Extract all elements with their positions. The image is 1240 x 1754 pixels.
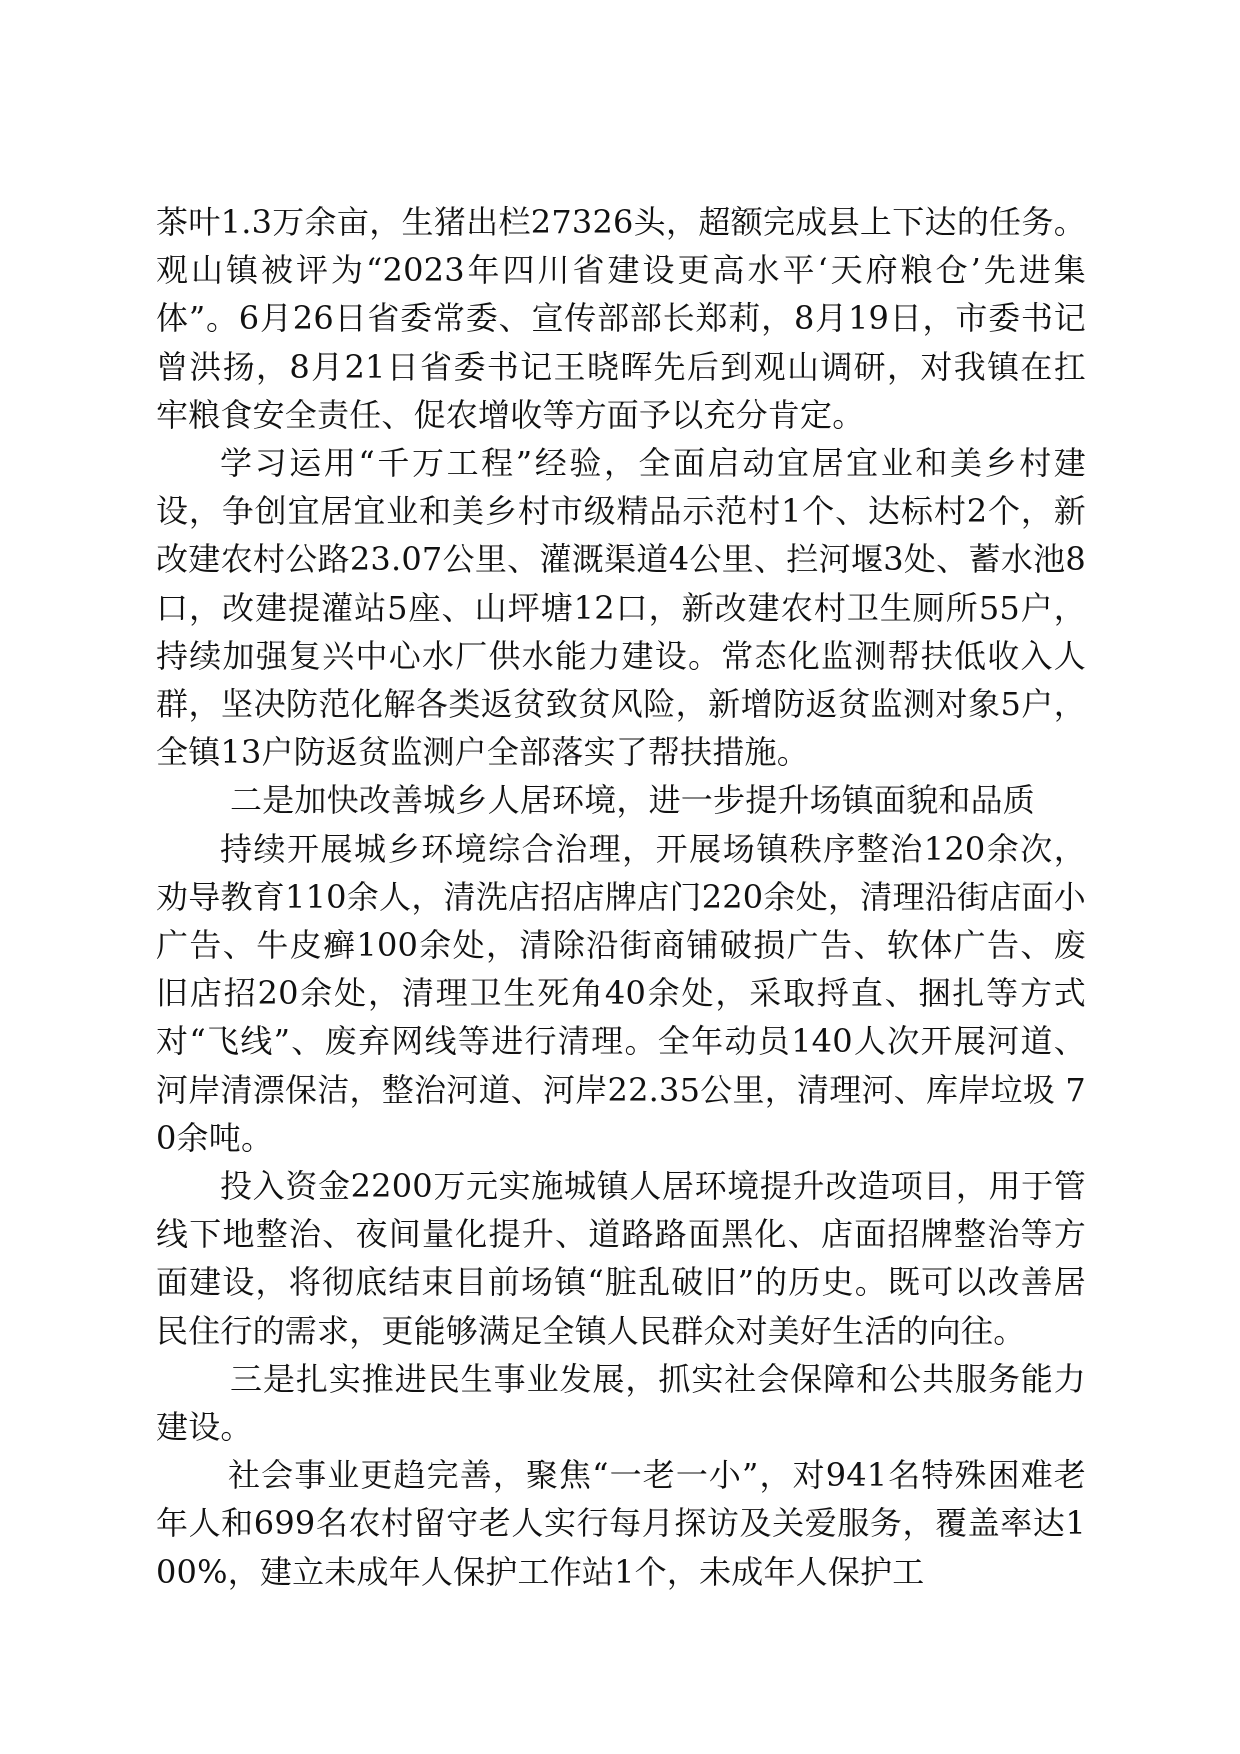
paragraph-5: 社会事业更趋完善，聚焦“一老一小”，对941名特殊困难老年人和699名农村留守老人实行每月探访及关爱服务，覆盖率达100%，建立未成年人保护工作站1个，未成年人保护工 <box>156 1456 1086 1591</box>
document-page <box>156 198 1086 1596</box>
paragraph-3: 持续开展城乡环境综合治理，开展场镇秩序整治120余次，劝导教育110余人，清洗店招店牌店门220余处，清理沿街店面小广告、牛皮癣100余处，清除沿街商铺破损广告、软体广告、废旧店招20余处，清理卫生死角40余处，采取捋直、捆扎等方式对“飞线”、废弃网线等进行清理。全年动员140人次开展河道、河岸清漂保洁，整治河道、河岸22.35公里，清理河、库岸垃圾 70余吨。 <box>156 829 1086 1157</box>
paragraph-1-continued: 茶叶1.3万余亩，生猪出栏27326头，超额完成县上下达的任务。观山镇被评为“2023年四川省建设更高水平‘天府粮仓’先进集体”。6月26日省委常委、宣传部部长郑莉，8月19日，市委书记曾洪扬，8月21日省委书记王晓晖先后到观山调研，对我镇在扛牢粮食安全责任、促农增收等方面予以充分肯定。 <box>156 203 1086 434</box>
paragraph-2: 学习运用“千万工程”经验，全面启动宜居宜业和美乡村建设，争创宜居宜业和美乡村市级精品示范村1个、达标村2个，新改建农村公路23.07公里、灌溉渠道4公里、拦河堰3处、蓄水池8口，改建提灌站5座、山坪塘12口，新改建农村卫生厕所55户，持续加强复兴中心水厂供水能力建设。常态化监测帮扶低收入人群，坚决防范化解各类返贫致贫风险，新增防返贫监测对象5户，全镇13户防返贫监测户全部落实了帮扶措施。 <box>156 444 1086 772</box>
paragraph-4: 投入资金2200万元实施城镇人居环境提升改造项目，用于管线下地整治、夜间量化提升、道路路面黑化、店面招牌整治等方面建设，将彻底结束目前场镇“脏乱破旧”的历史。既可以改善居民住行的需求，更能够满足全镇人民群众对美好生活的向往。 <box>156 1167 1086 1350</box>
section-heading-2: 二是加快改善城乡人居环境，进一步提升场镇面貌和品质 <box>230 781 1036 820</box>
section-heading-3: 三是扎实推进民生事业发展，抓实社会保障和公共服务能力建设。 <box>156 1359 1086 1447</box>
